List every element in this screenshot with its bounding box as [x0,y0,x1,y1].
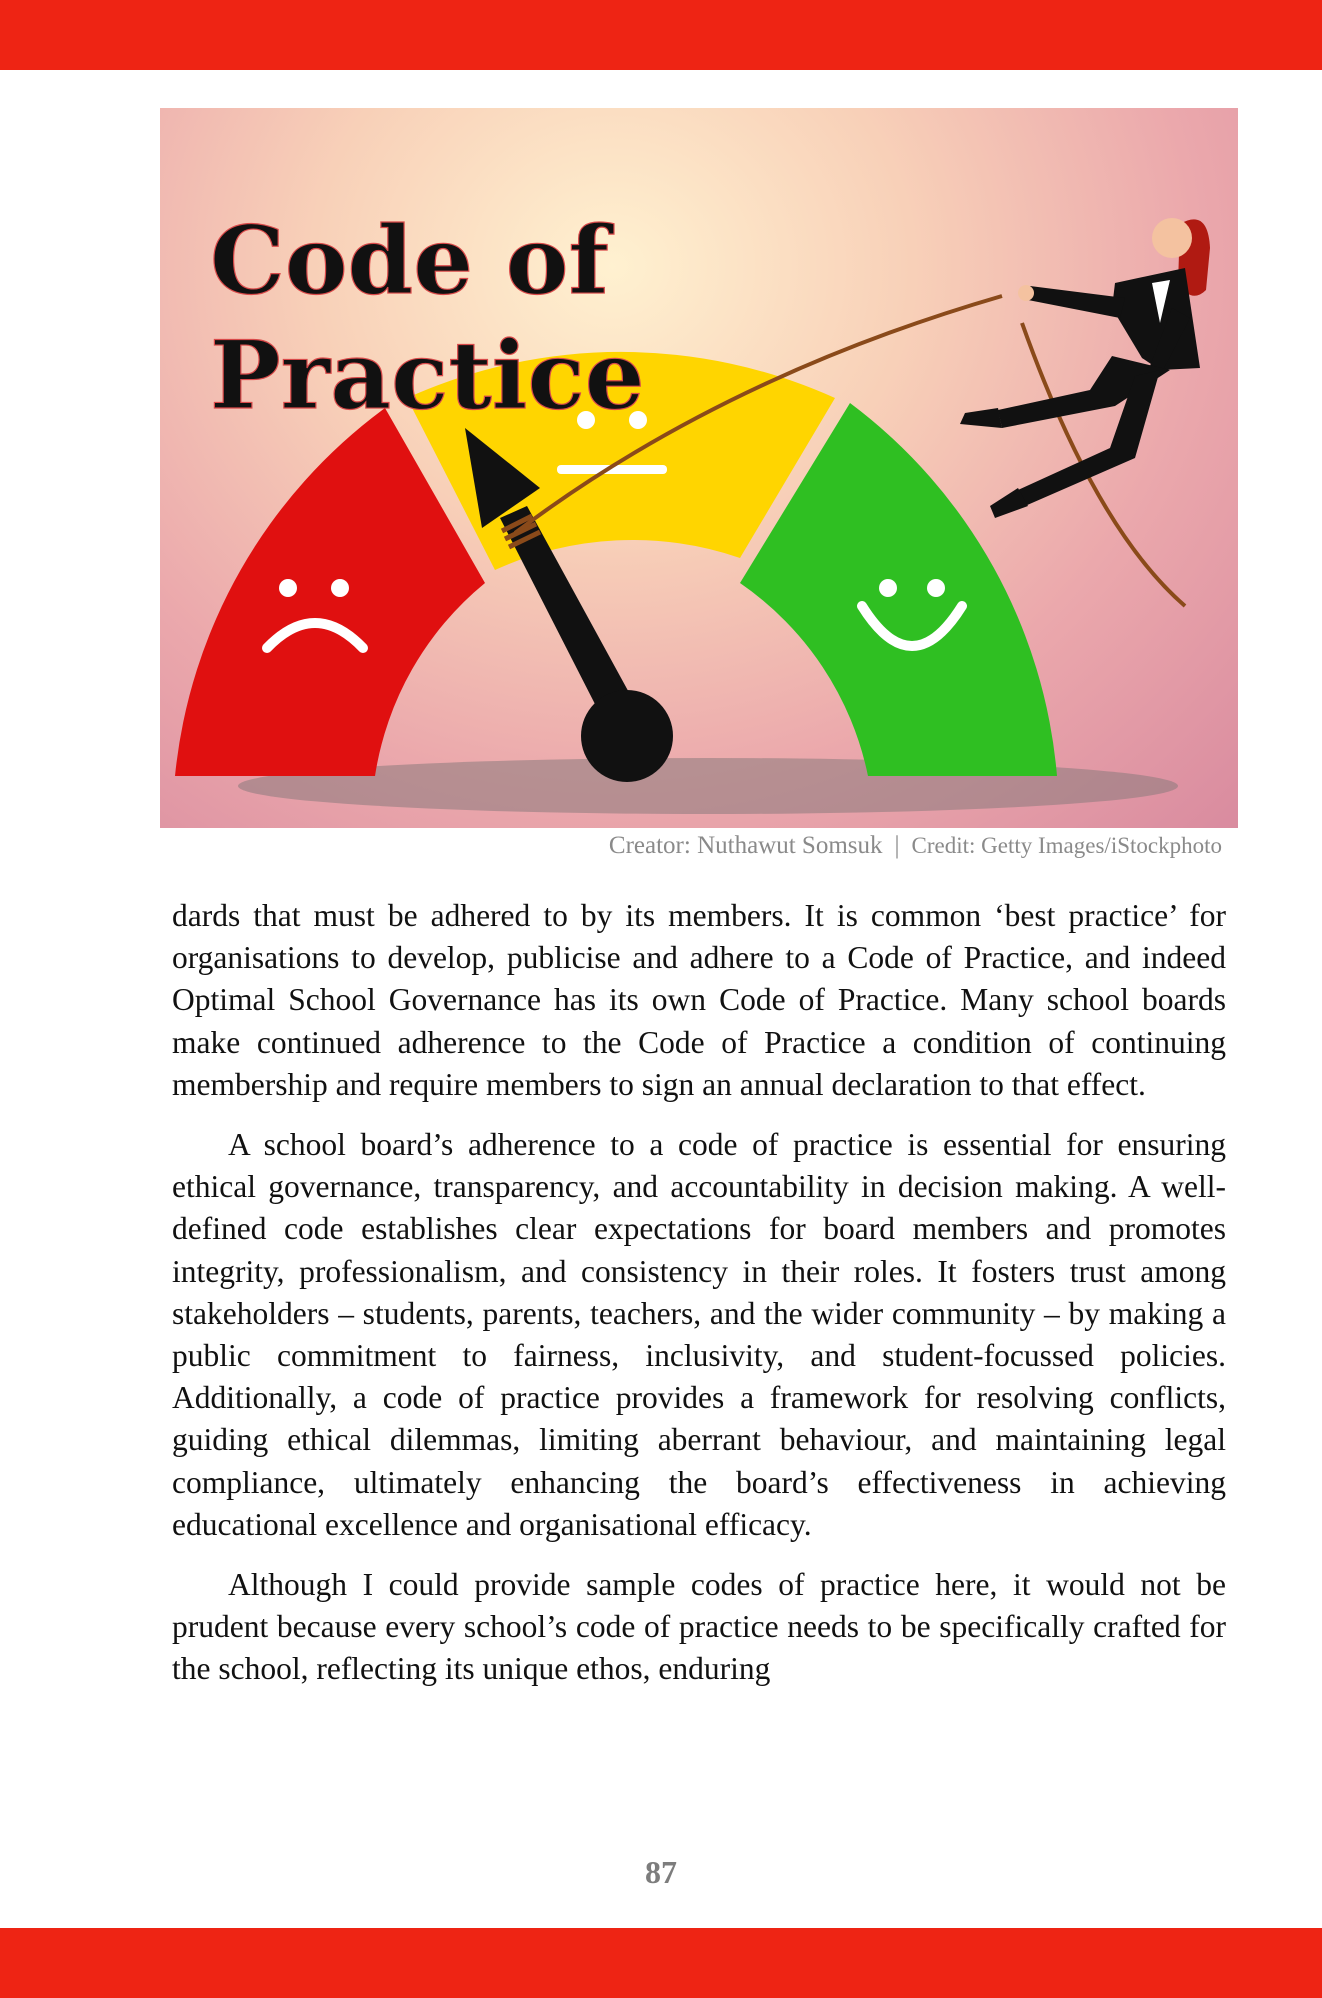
paragraph-3: Although I could provide sample codes of practice here, it would not be prudent because every school’s code of practice needs to be specifically crafted for the school, reflecting its unique ethos, enduring [172,1567,1226,1687]
figure-title [210,206,645,431]
gauge-segment-red [175,408,485,776]
page-number: 87 [645,1854,677,1890]
credit-creator: Creator: Nuthawut Somsuk [608,832,883,859]
paragraph-1: dards that must be adhered to by its members. It is common ‘best practice’ for organisations to develop, publicise and adhere to a Code of Practice, and indeed Optimal School Governance has its own Code of Practice. Many school boards make continued adherence to the Code of Practice a condition of continuing membership and require members to sign an annual declaration to that effect. [172,898,1226,1102]
figure-title-line1: Code of [210,206,609,316]
businesswoman-pulling-rope-icon [960,218,1210,518]
bottom-red-band [0,1928,1322,1998]
top-red-band [0,0,1322,70]
credit-separator: | [894,832,900,859]
figure-title-line2: Practice [210,321,645,431]
credit-source: Credit: Getty Images/iStockphoto [911,833,1222,858]
paragraph-2: A school board’s adherence to a code of practice is essential for ensuring ethical governance, transparency, and accountability in decision making. A well-defined code establishes clear expectations for board members and promotes integrity, professionalism, and consistency in their roles. It fosters trust among stakeholders – students, parents, teachers, and the wider community – by making a public commitment to fairness, inclusivity, and student-focussed policies. Additionally, a code of practice provides a framework for resolving conflicts, guiding ethical dilemmas, limiting aberrant behaviour, and maintaining legal compliance, ultimately enhancing the board’s effectiveness in achieving educational excellence and organisational efficacy. [172,1127,1226,1542]
image-credit [609,832,1222,860]
code-of-practice-illustration [160,108,1238,828]
body-text [172,895,1226,1709]
